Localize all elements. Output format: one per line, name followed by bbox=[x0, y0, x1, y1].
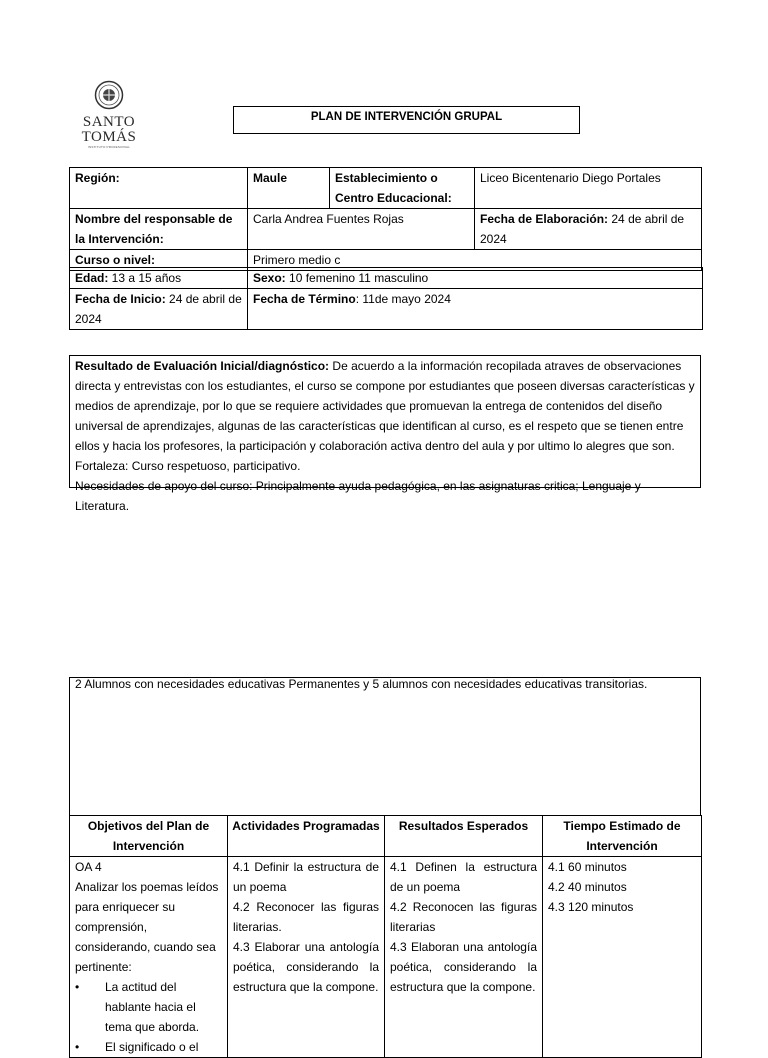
bullet-icon: • bbox=[75, 980, 80, 994]
header-time: Tiempo Estimado de Intervención bbox=[543, 816, 702, 857]
plan-table bbox=[69, 815, 702, 1058]
evaluation-label: Resultado de Evaluación Inicial/diagnóstico: bbox=[75, 359, 330, 373]
header-objectives: Objetivos del Plan de Intervención bbox=[70, 816, 228, 857]
elaboration-cell bbox=[475, 209, 702, 250]
activity-item: 4.1 Definir la estructura de un poema bbox=[233, 860, 379, 894]
time-item: 4.1 60 minutos bbox=[548, 860, 627, 874]
table-row bbox=[70, 268, 703, 289]
age-label: Edad: bbox=[75, 271, 109, 285]
objective-bullet-2 bbox=[75, 1037, 222, 1057]
activities-cell bbox=[228, 857, 385, 1058]
page-title: PLAN DE INTERVENCIÓN GRUPAL bbox=[233, 106, 580, 134]
region-label: Región: bbox=[70, 168, 248, 209]
start-value: 24 de abril de 2024 bbox=[75, 292, 242, 326]
objective-cell bbox=[70, 857, 228, 1058]
result-item: 4.1 Definen la estructura de un poema bbox=[390, 860, 537, 894]
activity-item: 4.2 Reconocer las figuras literarias. bbox=[233, 900, 379, 934]
age-value: 13 a 15 años bbox=[108, 271, 182, 285]
info-table-dates bbox=[69, 267, 703, 330]
establishment-label: Establecimiento o Centro Educacional: bbox=[330, 168, 475, 209]
start-cell bbox=[70, 289, 248, 330]
elaboration-label: Fecha de Elaboración: bbox=[480, 212, 609, 226]
time-item: 4.2 40 minutos bbox=[548, 880, 627, 894]
objective-bullet-1 bbox=[75, 977, 222, 1037]
end-cell bbox=[248, 289, 703, 330]
evaluation-text: De acuerdo a la información recopilada atraves de observaciones directa y entrevistas con los estudiantes, el curso se compone por estudiantes que poseen diversas características y medios de aprendizaje, por lo que se requiere actividades que promuevan la entrega de contenidos del diseño universal de aprendizajes, algunas de las características que identifican al curso, es el respeto que se tienen entre ellos y hacia los profesores, la participación y colaboración activa dentro del aula y por ultimo lo alegres que son. bbox=[75, 359, 695, 453]
table-header-row bbox=[70, 816, 702, 857]
table-row bbox=[70, 209, 702, 250]
students-needs-box bbox=[69, 677, 701, 815]
time-cell bbox=[543, 857, 702, 1058]
region-value: Maule bbox=[248, 168, 330, 209]
responsible-value: Carla Andrea Fuentes Rojas bbox=[248, 209, 475, 250]
course-label: Curso o nivel: bbox=[70, 250, 248, 271]
logo-subtitle: INSTITUTO PROFESIONAL bbox=[87, 145, 131, 149]
logo-word-santo: SANTO bbox=[82, 114, 136, 130]
time-item: 4.3 120 minutos bbox=[548, 900, 634, 914]
end-label: Fecha de Término bbox=[253, 292, 356, 306]
evaluation-box bbox=[69, 355, 701, 513]
course-value: Primero medio c bbox=[248, 250, 702, 271]
bullet-icon: • bbox=[75, 1040, 80, 1054]
age-cell bbox=[70, 268, 248, 289]
responsible-label: Nombre del responsable de la Intervención: bbox=[70, 209, 248, 250]
start-label: Fecha de Inicio: bbox=[75, 292, 166, 306]
sex-value: 10 femenino 11 masculino bbox=[285, 271, 429, 285]
support-needs-text: Necesidades de apoyo del curso: Principalmente ayuda pedagógica, en las asignaturas critica; Lenguaje y Literatura. bbox=[75, 479, 641, 513]
info-table bbox=[69, 167, 702, 271]
objective-text: Analizar los poemas leídos para enriquecer su comprensión, considerando, cuando sea pertinente: bbox=[75, 880, 219, 974]
header-results: Resultados Esperados bbox=[385, 816, 543, 857]
result-item: 4.2 Reconocen las figuras literarias bbox=[390, 900, 537, 934]
objective-bullet-text: El significado o el bbox=[105, 1040, 199, 1054]
result-item: 4.3 Elaboran una antología poética, considerando la estructura que la compone. bbox=[390, 940, 537, 994]
crest-icon bbox=[94, 80, 124, 110]
students-needs-text: 2 Alumnos con necesidades educativas Permanentes y 5 alumnos con necesidades educativas transitorias. bbox=[75, 677, 648, 691]
logo-word-tomas: TOMÁS bbox=[81, 129, 137, 145]
table-row bbox=[70, 289, 703, 330]
results-cell bbox=[385, 857, 543, 1058]
table-row bbox=[70, 857, 702, 1058]
table-row bbox=[70, 168, 702, 209]
elaboration-value: 24 de abril de 2024 bbox=[480, 212, 685, 246]
objective-bullet-text: La actitud del hablante hacia el tema que aborda. bbox=[105, 980, 200, 1034]
activity-item: 4.3 Elaborar una antología poética, considerando la estructura que la compone. bbox=[233, 940, 379, 994]
sex-label: Sexo: bbox=[253, 271, 286, 285]
end-value: : 11de mayo 2024 bbox=[355, 292, 451, 306]
header-activities: Actividades Programadas bbox=[228, 816, 385, 857]
strengths-text: Fortaleza: Curso respetuoso, participativo. bbox=[75, 459, 301, 473]
objective-code: OA 4 bbox=[75, 860, 102, 874]
santo-tomas-logo bbox=[76, 80, 142, 160]
sex-cell bbox=[248, 268, 703, 289]
establishment-value: Liceo Bicentenario Diego Portales bbox=[475, 168, 702, 209]
